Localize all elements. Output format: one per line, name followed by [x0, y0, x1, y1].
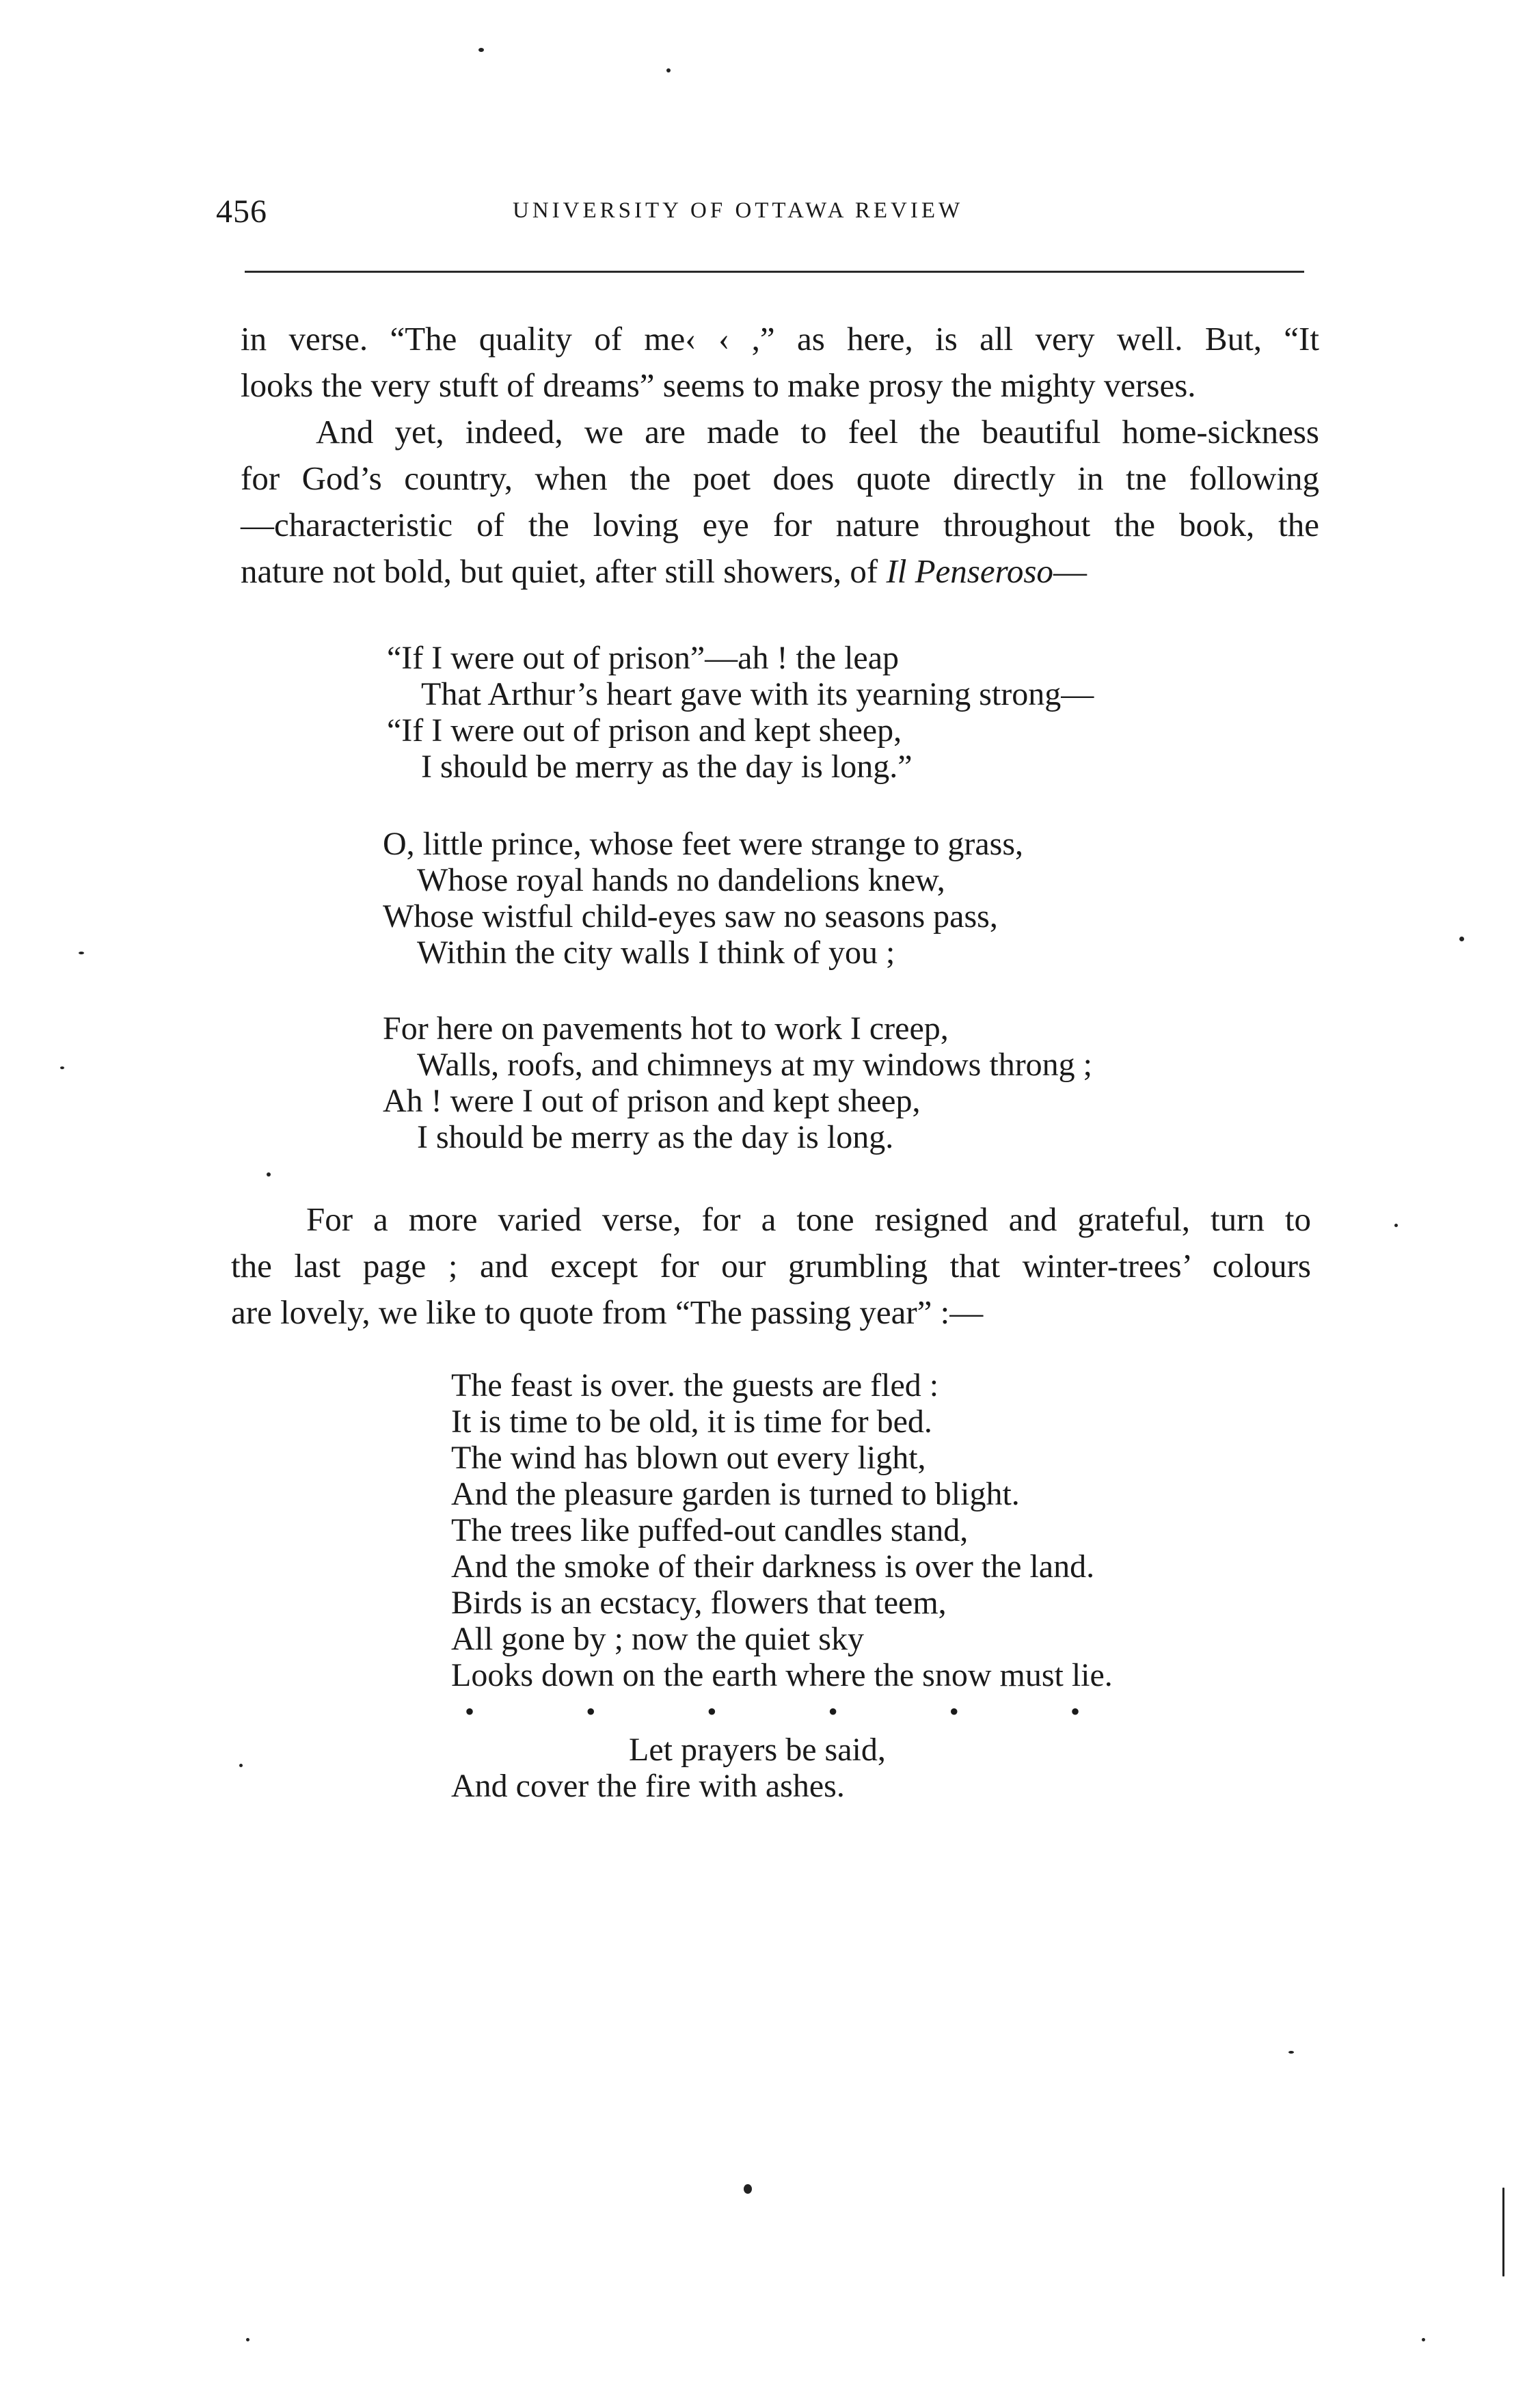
text-line: And yet, indeed, we are made to feel the beautiful home-sickness — [316, 413, 1319, 451]
text-fragment: — — [1053, 552, 1087, 590]
stanza-3 — [383, 1010, 1092, 1155]
verse-line: And cover the fire with ashes. — [451, 1768, 845, 1804]
verse-line: Whose royal hands no dandelions knew, — [417, 862, 945, 898]
verse-line: Walls, roofs, and chimneys at my windows throng ; — [417, 1047, 1093, 1083]
paragraph-3 — [231, 1196, 1311, 1336]
italic-title: Il Penseroso — [886, 552, 1053, 590]
paragraph-1 — [241, 316, 1319, 409]
scan-speck — [1502, 2188, 1504, 2276]
page-number: 456 — [216, 193, 267, 230]
scan-speck — [1422, 2338, 1425, 2341]
poem-ending — [451, 1732, 886, 1804]
verse-line: Within the city walls I think of you ; — [417, 935, 895, 971]
scan-speck — [246, 2338, 249, 2341]
ellipsis-dot: • — [828, 1696, 838, 1727]
verse-line: I should be merry as the day is long. — [417, 1119, 894, 1155]
scan-speck — [744, 2184, 752, 2194]
scan-speck — [60, 1066, 64, 1069]
paragraph-2 — [241, 409, 1319, 595]
text-line: are lovely, we like to quote from “The passing year” :— — [231, 1293, 984, 1331]
text-line: —characteristic of the loving eye for nature throughout the book, the — [241, 506, 1319, 543]
ellipsis-dot: • — [586, 1696, 596, 1727]
verse-line: The trees like puffed-out candles stand, — [451, 1512, 969, 1548]
scan-speck — [1288, 2051, 1294, 2054]
verse-line: Birds is an ecstacy, flowers that teem, — [451, 1585, 947, 1621]
running-head: UNIVERSITY OF OTTAWA REVIEW — [513, 198, 964, 223]
verse-line: All gone by ; now the quiet sky — [451, 1621, 864, 1657]
ellipsis-dot: • — [707, 1696, 717, 1727]
ellipsis-dot: • — [465, 1696, 475, 1727]
text-line: For a more varied verse, for a tone resigned and grateful, turn to — [306, 1200, 1311, 1238]
text-line: for God’s country, when the poet does quote directly in tne following — [241, 459, 1319, 497]
verse-line: The wind has blown out every light, — [451, 1440, 926, 1476]
verse-line: Ah ! were I out of prison and kept sheep, — [383, 1083, 921, 1119]
verse-line: “If I were out of prison and kept sheep, — [387, 712, 902, 749]
scan-speck — [267, 1172, 271, 1177]
scan-speck — [666, 68, 671, 72]
text-line: the last page ; and except for our grumbling that winter-trees’ colours — [231, 1247, 1311, 1285]
verse-line: The feast is over. the guests are fled : — [451, 1367, 939, 1403]
verse-line: Let prayers be said, — [629, 1732, 886, 1768]
verse-line: “If I were out of prison”—ah ! the leap — [387, 640, 900, 676]
poem-passing-year — [451, 1367, 1113, 1693]
ellipsis-dot: • — [1070, 1696, 1080, 1727]
ellipsis-dot: • — [949, 1696, 959, 1727]
header-rule — [245, 271, 1304, 273]
verse-line: Looks down on the earth where the snow must lie. — [451, 1657, 1113, 1693]
scan-speck — [478, 48, 484, 52]
verse-line: That Arthur’s heart gave with its yearning strong— — [421, 676, 1094, 712]
text-fragment: nature not bold, but quiet, after still showers, of — [241, 552, 887, 590]
scan-speck — [79, 952, 84, 954]
scan-speck — [1394, 1224, 1398, 1227]
verse-line: It is time to be old, it is time for bed. — [451, 1403, 932, 1440]
verse-line: Whose wistful child-eyes saw no seasons pass, — [383, 898, 998, 935]
stanza-2 — [383, 826, 1023, 971]
verse-line: And the pleasure garden is turned to blight. — [451, 1476, 1020, 1512]
scan-speck — [1459, 937, 1464, 941]
text-line: in verse. “The quality of me‹ ‹ ,” as here, is all very well. But, “It — [241, 320, 1319, 358]
verse-line: O, little prince, whose feet were strange to grass, — [383, 826, 1024, 862]
scan-speck — [239, 1764, 243, 1767]
ellipsis-dots — [465, 1695, 1080, 1728]
verse-line: I should be merry as the day is long.” — [421, 749, 913, 785]
verse-line: And the smoke of their darkness is over the land. — [451, 1548, 1095, 1585]
text-line: looks the very stuft of dreams” seems to make prosy the mighty verses. — [241, 366, 1196, 404]
verse-line: For here on pavements hot to work I creep, — [383, 1010, 949, 1047]
text-line — [241, 548, 1319, 595]
stanza-1 — [387, 640, 1094, 785]
